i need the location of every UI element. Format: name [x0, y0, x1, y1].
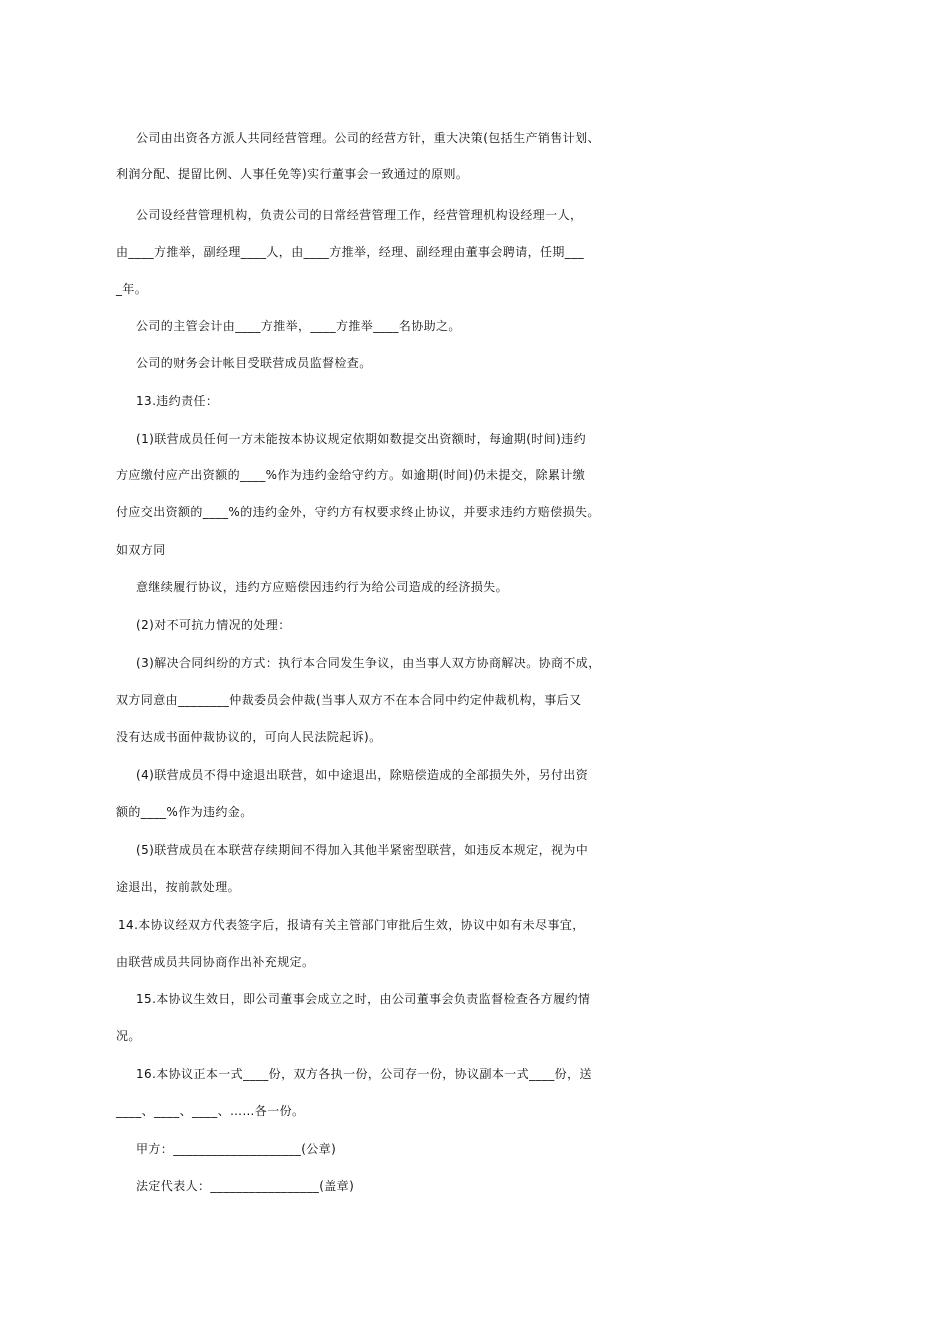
paragraph-line: 由____方推举，副经理____人，由____方推举，经理、副经理由董事会聘请，任期___ — [116, 245, 585, 259]
paragraph-line: 双方同意由________仲裁委员会仲裁(当事人双方不在本合同中约定仲裁机构，事后又 — [116, 693, 582, 707]
signature-legal-representative: 法定代表人：_________________(盖章) — [136, 1179, 355, 1193]
paragraph-line: 14.本协议经双方代表签字后，报请有关主管部门审批后生效，协议中如有未尽事宜， — [118, 918, 585, 932]
paragraph-line: 意继续履行协议，违约方应赔偿因违约行为给公司造成的经济损失。 — [136, 580, 509, 594]
paragraph-line: 途退出，按前款处理。 — [116, 880, 241, 894]
paragraph-line: 公司设经营管理机构，负责公司的日常经营管理工作，经营管理机构设经理一人， — [136, 208, 583, 222]
paragraph-line: 15.本协议生效日，即公司董事会成立之时，由公司董事会负责监督检查各方履约情 — [136, 992, 591, 1006]
paragraph-line: 如双方同 — [116, 543, 166, 557]
paragraph-line: 况。 — [116, 1029, 141, 1043]
paragraph-line: ____、____、____、……各一份。 — [116, 1104, 305, 1118]
paragraph-line: 由联营成员共同协商作出补充规定。 — [116, 955, 315, 969]
paragraph-line: 利润分配、提留比例、人事任免等)实行董事会一致通过的原则。 — [116, 167, 469, 181]
paragraph-line: (4)联营成员不得中途退出联营，如中途退出，除赔偿造成的全部损失外，另付出资 — [136, 768, 589, 782]
paragraph-line: 方应缴付应产出资额的____%作为违约金给守约方。如逾期(时间)仍未提交，除累计缴 — [116, 468, 586, 482]
paragraph-line: 没有达成书面仲裁协议的，可向人民法院起诉)。 — [116, 730, 382, 744]
paragraph-line: (2)对不可抗力情况的处理： — [136, 618, 291, 632]
paragraph-line: 额的____%作为违约金。 — [116, 805, 253, 819]
paragraph-line: (1)联营成员任何一方未能按本协议规定依期如数提交出资额时，每逾期(时间)违约 — [136, 432, 586, 446]
paragraph-line: 公司的财务会计帐目受联营成员监督检查。 — [136, 356, 372, 370]
paragraph-line: 付应交出资额的____%的违约金外，守约方有权要求终止协议，并要求违约方赔偿损失。 — [116, 505, 600, 519]
paragraph-line: 16.本协议正本一式____份，双方各执一份，公司存一份，协议副本一式____份，送 — [136, 1067, 592, 1081]
signature-party-a: 甲方：____________________(公章) — [136, 1142, 337, 1156]
paragraph-line: 公司的主管会计由____方推举，____方推举____名协助之。 — [136, 319, 461, 333]
paragraph-line: (3)解决合同纠纷的方式：执行本合同发生争议，由当事人双方协商解决。协商不成， — [136, 656, 601, 670]
paragraph-line: 公司由出资各方派人共同经营管理。公司的经营方针，重大决策(包括生产销售计划、 — [136, 131, 600, 145]
paragraph-line: (5)联营成员在本联营存续期间不得加入其他半紧密型联营，如违反本规定，视为中 — [136, 843, 589, 857]
section-heading: 13.违约责任： — [136, 394, 219, 408]
paragraph-line: _年。 — [116, 282, 148, 296]
